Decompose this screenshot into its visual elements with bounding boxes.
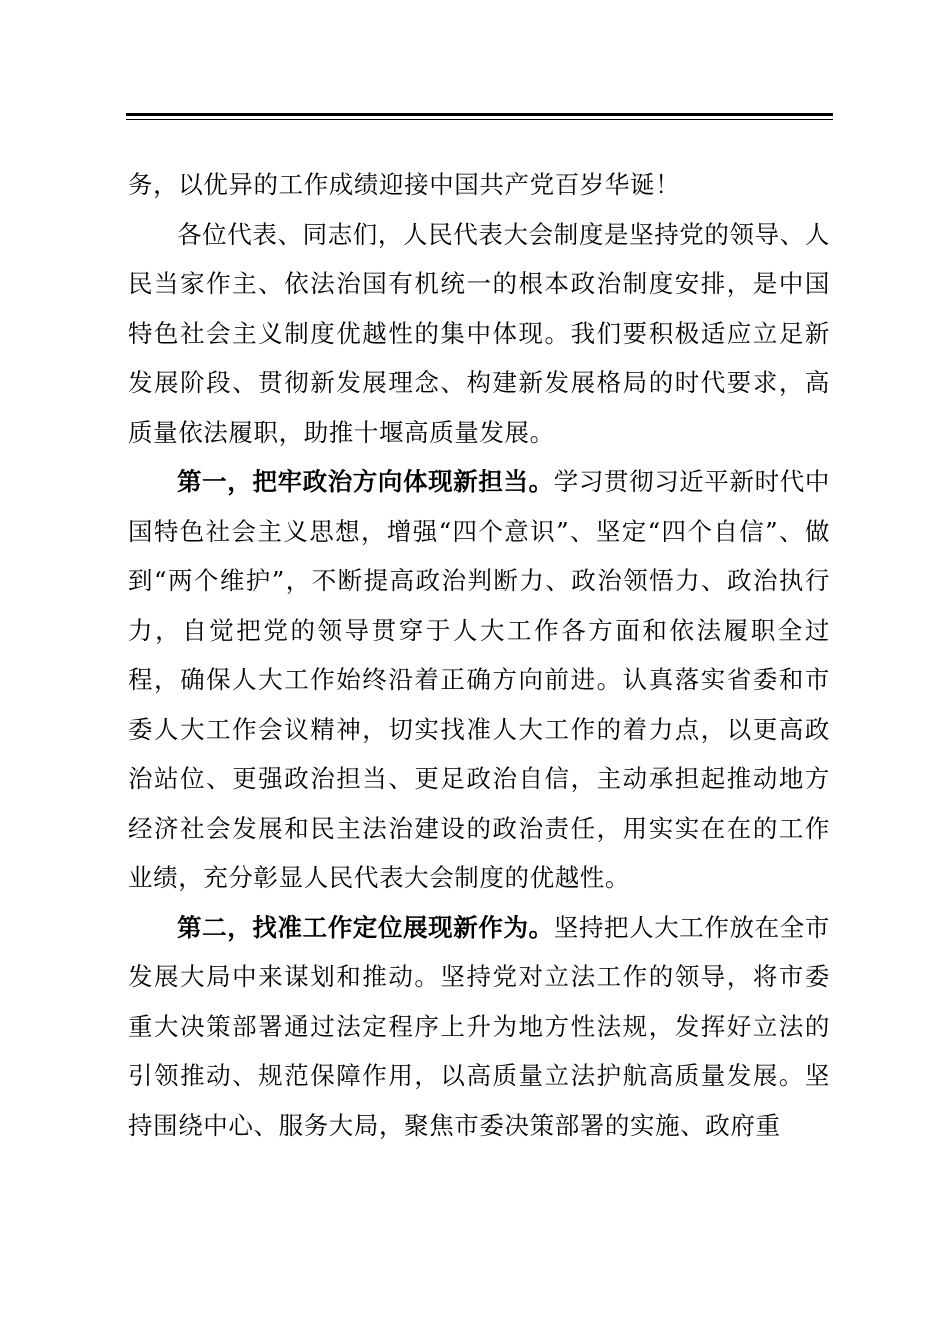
header-rule-thin [126,119,833,120]
paragraph-text: 坚持把人大工作放在全市发展大局中来谋划和推动。坚持党对立法工作的领导，将市委重大决策部署通过法定程序上升为地方性法规，发挥好立法的引领推动、规范保障作用，以高质量立法护航高质量发展。坚持围绕中心、服务大局，聚焦市委决策部署的实施、政府重 [128,912,830,1140]
document-body [128,160,830,1150]
paragraph-text: 学习贯彻习近平新时代中国特色社会主义思想，增强“四个意识”、坚定“四个自信”、做到“两个维护”，不断提高政治判断力、政治领悟力、政治执行力，自觉把党的领导贯穿于人大工作各方面和依法履职全过程，确保人大工作始终沿着正确方向前进。认真落实省委和市委人大工作会议精神，切实找准人大工作的着力点，以更高政治站位、更强政治担当、更足政治自信，主动承担起推动地方经济社会发展和民主法治建设的政治责任，用实实在在的工作业绩，充分彰显人民代表大会制度的优越性。 [128,467,830,892]
paragraph-3 [128,457,830,903]
header-double-rule [126,113,833,121]
paragraph-1 [128,160,830,210]
paragraph-lead-heading: 第二，找准工作定位展现新作为。 [177,912,554,942]
paragraph-2 [128,210,830,458]
paragraph-lead-heading: 第一，把牢政治方向体现新担当。 [177,467,554,496]
paragraph-text: 务，以优异的工作成绩迎接中国共产党百岁华诞！ [128,170,681,199]
paragraph-text: 各位代表、同志们，人民代表大会制度是坚持党的领导、人民当家作主、依法治国有机统一的根本政治制度安排，是中国特色社会主义制度优越性的集中体现。我们要积极适应立足新发展阶段、贯彻新发展理念、构建新发展格局的时代要求，高质量依法履职，助推十堰高质量发展。 [128,219,830,447]
header-rule-thick [126,113,833,116]
paragraph-4 [128,903,830,1151]
